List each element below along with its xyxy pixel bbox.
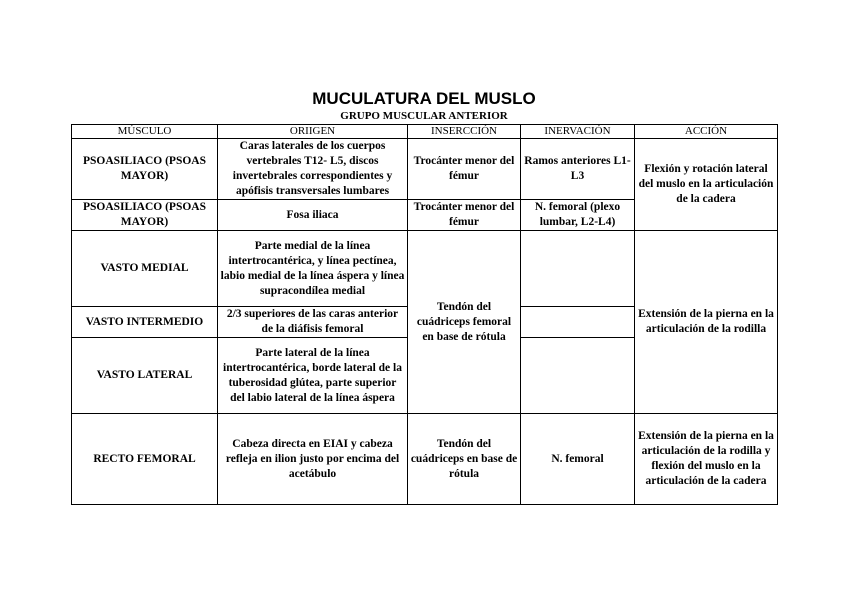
cell-inervacion bbox=[521, 338, 635, 414]
cell-origen: Fosa iliaca bbox=[218, 200, 408, 231]
header-accion: ACCIÓN bbox=[635, 125, 778, 139]
cell-insercion: Trocánter menor del fémur bbox=[408, 200, 521, 231]
cell-inervacion bbox=[521, 231, 635, 307]
header-inervacion: INERVACIÓN bbox=[521, 125, 635, 139]
cell-accion: Extensión de la pierna en la articulación de la rodilla bbox=[635, 231, 778, 414]
table-row bbox=[72, 414, 778, 505]
cell-musculo: VASTO LATERAL bbox=[72, 338, 218, 414]
cell-origen: Parte lateral de la línea intertrocantérica, borde lateral de la tuberosidad glútea, parte superior del labio lateral de la línea áspera bbox=[218, 338, 408, 414]
cell-origen: Caras laterales de los cuerpos vertebrales T12- L5, discos invertebrales correspondientes y apófisis transversales lumbares bbox=[218, 139, 408, 200]
cell-inervacion bbox=[521, 307, 635, 338]
table-row bbox=[72, 139, 778, 200]
cell-accion: Extensión de la pierna en la articulación de la rodilla y flexión del muslo en la articulación de la cadera bbox=[635, 414, 778, 505]
cell-accion: Flexión y rotación lateral del muslo en la articulación de la cadera bbox=[635, 139, 778, 231]
cell-insercion: Tendón del cuádriceps femoral en base de rótula bbox=[408, 231, 521, 414]
page-title: MUCULATURA DEL MUSLO bbox=[312, 89, 536, 108]
header-musculo: MÚSCULO bbox=[72, 125, 218, 139]
cell-musculo: PSOASILIACO (PSOAS MAYOR) bbox=[72, 200, 218, 231]
cell-origen: Cabeza directa en EIAI y cabeza refleja en ilion justo por encima del acetábulo bbox=[218, 414, 408, 505]
cell-musculo: VASTO MEDIAL bbox=[72, 231, 218, 307]
cell-insercion: Tendón del cuádriceps en base de rótula bbox=[408, 414, 521, 505]
muscle-table bbox=[71, 124, 778, 505]
cell-origen: Parte medial de la línea intertrocantérica, y línea pectínea, labio medial de la línea áspera y línea supracondílea medial bbox=[218, 231, 408, 307]
header-insercion: INSERCCIÓN bbox=[408, 125, 521, 139]
cell-musculo: VASTO INTERMEDIO bbox=[72, 307, 218, 338]
cell-musculo: PSOASILIACO (PSOAS MAYOR) bbox=[72, 139, 218, 200]
header-origen: ORIIGEN bbox=[218, 125, 408, 139]
cell-musculo: RECTO FEMORAL bbox=[72, 414, 218, 505]
cell-inervacion: Ramos anteriores L1-L3 bbox=[521, 139, 635, 200]
cell-insercion: Trocánter menor del fémur bbox=[408, 139, 521, 200]
table-header-row bbox=[72, 125, 778, 139]
cell-inervacion: N. femoral bbox=[521, 414, 635, 505]
cell-inervacion: N. femoral (plexo lumbar, L2-L4) bbox=[521, 200, 635, 231]
table-row bbox=[72, 231, 778, 307]
cell-origen: 2/3 superiores de las caras anterior de la diáfisis femoral bbox=[218, 307, 408, 338]
page-subtitle: GRUPO MUSCULAR ANTERIOR bbox=[340, 110, 508, 122]
